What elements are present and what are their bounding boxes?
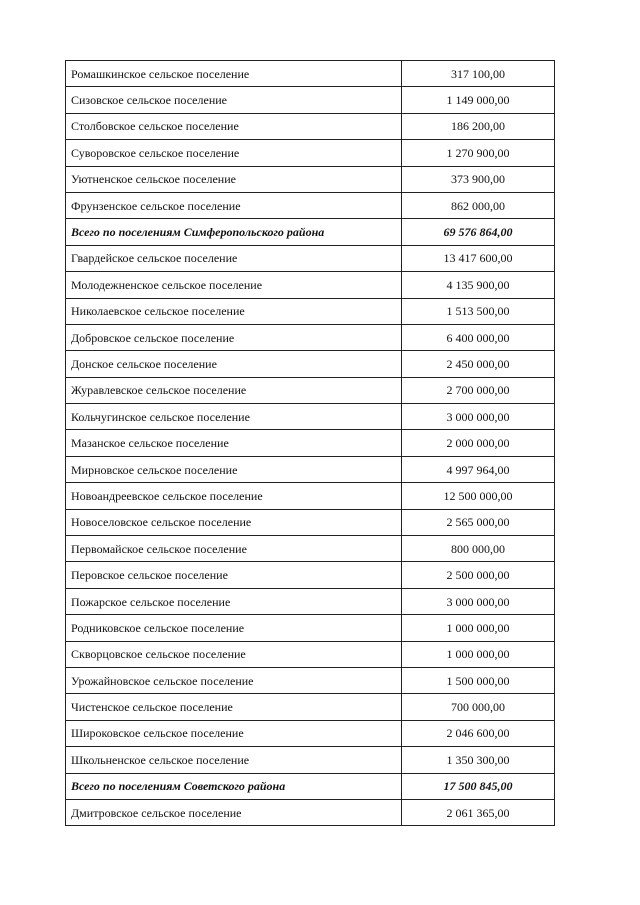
settlement-name-cell: Добровское сельское поселение <box>66 324 402 350</box>
settlements-budget-table <box>65 60 555 826</box>
table-row <box>66 61 555 87</box>
amount-cell: 2 565 000,00 <box>402 509 555 535</box>
amount-cell: 6 400 000,00 <box>402 324 555 350</box>
district-total-row <box>66 773 555 799</box>
amount-cell: 2 450 000,00 <box>402 351 555 377</box>
table-row <box>66 87 555 113</box>
amount-cell: 3 000 000,00 <box>402 588 555 614</box>
settlement-name-cell: Журавлевское сельское поселение <box>66 377 402 403</box>
amount-cell: 1 149 000,00 <box>402 87 555 113</box>
amount-cell: 1 500 000,00 <box>402 667 555 693</box>
table-row <box>66 641 555 667</box>
settlement-name-cell: Новоселовское сельское поселение <box>66 509 402 535</box>
settlement-name-cell: Урожайновское сельское поселение <box>66 667 402 693</box>
table-row <box>66 192 555 218</box>
table-row <box>66 272 555 298</box>
settlement-name-cell: Мирновское сельское поселение <box>66 456 402 482</box>
district-total-label: Всего по поселениям Советского района <box>66 773 402 799</box>
table-row <box>66 166 555 192</box>
district-total-label: Всего по поселениям Симферопольского района <box>66 219 402 245</box>
settlement-name-cell: Молодежненское сельское поселение <box>66 272 402 298</box>
settlement-name-cell: Чистенское сельское поселение <box>66 694 402 720</box>
settlement-name-cell: Родниковское сельское поселение <box>66 615 402 641</box>
district-total-amount: 69 576 864,00 <box>402 219 555 245</box>
settlement-name-cell: Гвардейское сельское поселение <box>66 245 402 271</box>
table-row <box>66 324 555 350</box>
table-row <box>66 588 555 614</box>
table-row <box>66 694 555 720</box>
table-row <box>66 667 555 693</box>
settlement-name-cell: Донское сельское поселение <box>66 351 402 377</box>
table-row <box>66 404 555 430</box>
settlement-name-cell: Уютненское сельское поселение <box>66 166 402 192</box>
settlement-name-cell: Первомайское сельское поселение <box>66 536 402 562</box>
table-body <box>66 61 555 826</box>
district-total-row <box>66 219 555 245</box>
amount-cell: 4 135 900,00 <box>402 272 555 298</box>
amount-cell: 1 000 000,00 <box>402 615 555 641</box>
table-row <box>66 536 555 562</box>
amount-cell: 12 500 000,00 <box>402 483 555 509</box>
table-row <box>66 456 555 482</box>
table-row <box>66 562 555 588</box>
document-page <box>65 60 555 826</box>
table-row <box>66 245 555 271</box>
amount-cell: 3 000 000,00 <box>402 404 555 430</box>
settlement-name-cell: Николаевское сельское поселение <box>66 298 402 324</box>
amount-cell: 373 900,00 <box>402 166 555 192</box>
amount-cell: 1 513 500,00 <box>402 298 555 324</box>
settlement-name-cell: Мазанское сельское поселение <box>66 430 402 456</box>
amount-cell: 1 350 300,00 <box>402 747 555 773</box>
amount-cell: 317 100,00 <box>402 61 555 87</box>
amount-cell: 700 000,00 <box>402 694 555 720</box>
amount-cell: 2 700 000,00 <box>402 377 555 403</box>
amount-cell: 4 997 964,00 <box>402 456 555 482</box>
table-row <box>66 615 555 641</box>
settlement-name-cell: Суворовское сельское поселение <box>66 140 402 166</box>
settlement-name-cell: Сизовское сельское поселение <box>66 87 402 113</box>
settlement-name-cell: Фрунзенское сельское поселение <box>66 192 402 218</box>
settlement-name-cell: Новоандреевское сельское поселение <box>66 483 402 509</box>
amount-cell: 1 000 000,00 <box>402 641 555 667</box>
amount-cell: 2 061 365,00 <box>402 799 555 825</box>
table-row <box>66 747 555 773</box>
settlement-name-cell: Пожарское сельское поселение <box>66 588 402 614</box>
settlement-name-cell: Кольчугинское сельское поселение <box>66 404 402 430</box>
table-row <box>66 430 555 456</box>
amount-cell: 13 417 600,00 <box>402 245 555 271</box>
amount-cell: 2 046 600,00 <box>402 720 555 746</box>
table-row <box>66 483 555 509</box>
amount-cell: 186 200,00 <box>402 113 555 139</box>
amount-cell: 2 500 000,00 <box>402 562 555 588</box>
amount-cell: 800 000,00 <box>402 536 555 562</box>
settlement-name-cell: Ромашкинское сельское поселение <box>66 61 402 87</box>
table-row <box>66 799 555 825</box>
table-row <box>66 509 555 535</box>
table-row <box>66 351 555 377</box>
district-total-amount: 17 500 845,00 <box>402 773 555 799</box>
table-row <box>66 377 555 403</box>
settlement-name-cell: Школьненское сельское поселение <box>66 747 402 773</box>
settlement-name-cell: Широковское сельское поселение <box>66 720 402 746</box>
settlement-name-cell: Скворцовское сельское поселение <box>66 641 402 667</box>
settlement-name-cell: Дмитровское сельское поселение <box>66 799 402 825</box>
amount-cell: 862 000,00 <box>402 192 555 218</box>
table-row <box>66 113 555 139</box>
amount-cell: 2 000 000,00 <box>402 430 555 456</box>
table-row <box>66 720 555 746</box>
amount-cell: 1 270 900,00 <box>402 140 555 166</box>
table-row <box>66 298 555 324</box>
table-row <box>66 140 555 166</box>
settlement-name-cell: Перовское сельское поселение <box>66 562 402 588</box>
settlement-name-cell: Столбовское сельское поселение <box>66 113 402 139</box>
